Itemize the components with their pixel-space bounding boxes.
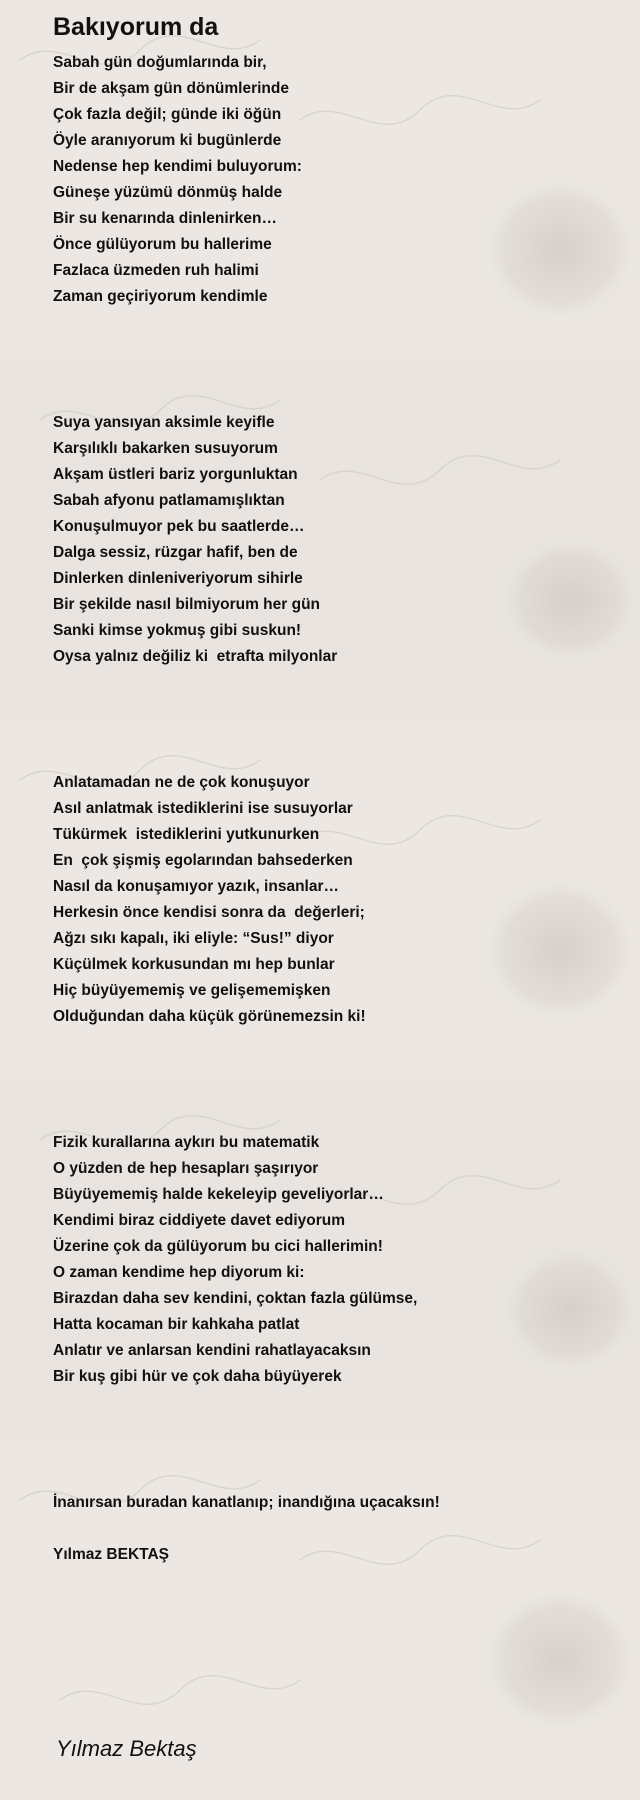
poem-line: Bir su kenarında dinlenirken… [53, 210, 277, 227]
poem-line: O zaman kendime hep diyorum ki: [53, 1264, 305, 1281]
stanza-gap [53, 670, 613, 770]
poem-line: Sabah afyonu patlamamışlıktan [53, 492, 285, 509]
closing-line: İnanırsan buradan kanatlanıp; inandığına uçacaksın! [53, 1494, 440, 1511]
poem-line: Bir de akşam gün dönümlerinde [53, 80, 289, 97]
poem-line: En çok şişmiş egolarından bahsederken [53, 852, 353, 869]
poem-line: Küçülmek korkusundan mı hep bunlar [53, 956, 335, 973]
poem-line: Anlatır ve anlarsan kendini rahatlayacaksın [53, 1342, 371, 1359]
poem-line: Bir şekilde nasıl bilmiyorum her gün [53, 596, 321, 613]
poem-line: Asıl anlatmak istediklerini ise susuyorlar [53, 800, 353, 817]
poem-line: Önce gülüyorum bu hallerime [53, 236, 272, 253]
poem-line: Zaman geçiriyorum kendimle [53, 288, 268, 305]
poem-line: Tükürmek istediklerini yutkunurken [53, 826, 320, 843]
stanza-gap [53, 1390, 613, 1490]
poem-line: Hiç büyüyememiş ve gelişememişken [53, 982, 331, 999]
poem-line: Herkesin önce kendisi sonra da değerleri; [53, 904, 365, 921]
poem-line: O yüzden de hep hesapları şaşırıyor [53, 1160, 319, 1177]
poem-title: Bakıyorum da [53, 13, 219, 41]
stanza-4 [53, 1130, 613, 1390]
poem-line: Olduğundan daha küçük görünemezsin ki! [53, 1008, 366, 1025]
poem-line: Kendimi biraz ciddiyete davet ediyorum [53, 1212, 345, 1229]
poem-line: Konuşulmuyor pek bu saatlerde… [53, 518, 305, 535]
poem-line: Anlatamadan ne de çok konuşuyor [53, 774, 310, 791]
poem-line: Sabah gün doğumlarında bir, [53, 54, 267, 71]
poem-line: Nedense hep kendimi buluyorum: [53, 158, 302, 175]
author-signature: Yılmaz Bektaş [56, 1736, 197, 1761]
poem-line: Dinlerken dinleniveriyorum sihirle [53, 570, 303, 587]
stanza-3 [53, 770, 613, 1030]
poem-line: Hatta kocaman bir kahkaha patlat [53, 1316, 300, 1333]
stanza-1 [53, 50, 613, 310]
poem-line: Akşam üstleri bariz yorgunluktan [53, 466, 298, 483]
stanza-gap [53, 310, 613, 410]
stanza-2 [53, 410, 613, 670]
stanza-gap [53, 1030, 613, 1130]
poem-line: Karşılıklı bakarken susuyorum [53, 440, 278, 457]
poem-content [53, 12, 613, 1568]
poem-author: Yılmaz BEKTAŞ [53, 1546, 169, 1563]
poem-line: Güneşe yüzümü dönmüş halde [53, 184, 283, 201]
poem-line: Fazlaca üzmeden ruh halimi [53, 262, 259, 279]
poem-line: Nasıl da konuşamıyor yazık, insanlar… [53, 878, 340, 895]
poem-line: Fizik kurallarına aykırı bu matematik [53, 1134, 320, 1151]
poem-line: Öyle aranıyorum ki bugünlerde [53, 132, 282, 149]
poem-line: Ağzı sıkı kapalı, iki eliyle: “Sus!” diyor [53, 930, 334, 947]
poem-line: Birazdan daha sev kendini, çoktan fazla gülümse, [53, 1290, 418, 1307]
poem-line: Oysa yalnız değiliz ki etrafta milyonlar [53, 648, 338, 665]
poem-line: Çok fazla değil; günde iki öğün [53, 106, 282, 123]
poem-line: Bir kuş gibi hür ve çok daha büyüyerek [53, 1368, 342, 1385]
poem-line: Suya yansıyan aksimle keyifle [53, 414, 275, 431]
poem-line: Sanki kimse yokmuş gibi suskun! [53, 622, 302, 639]
poem-line: Üzerine çok da gülüyorum bu cici hallerimin! [53, 1238, 383, 1255]
poem-line: Büyüyememiş halde kekeleyip geveliyorlar… [53, 1186, 384, 1203]
poem-line: Dalga sessiz, rüzgar hafif, ben de [53, 544, 298, 561]
